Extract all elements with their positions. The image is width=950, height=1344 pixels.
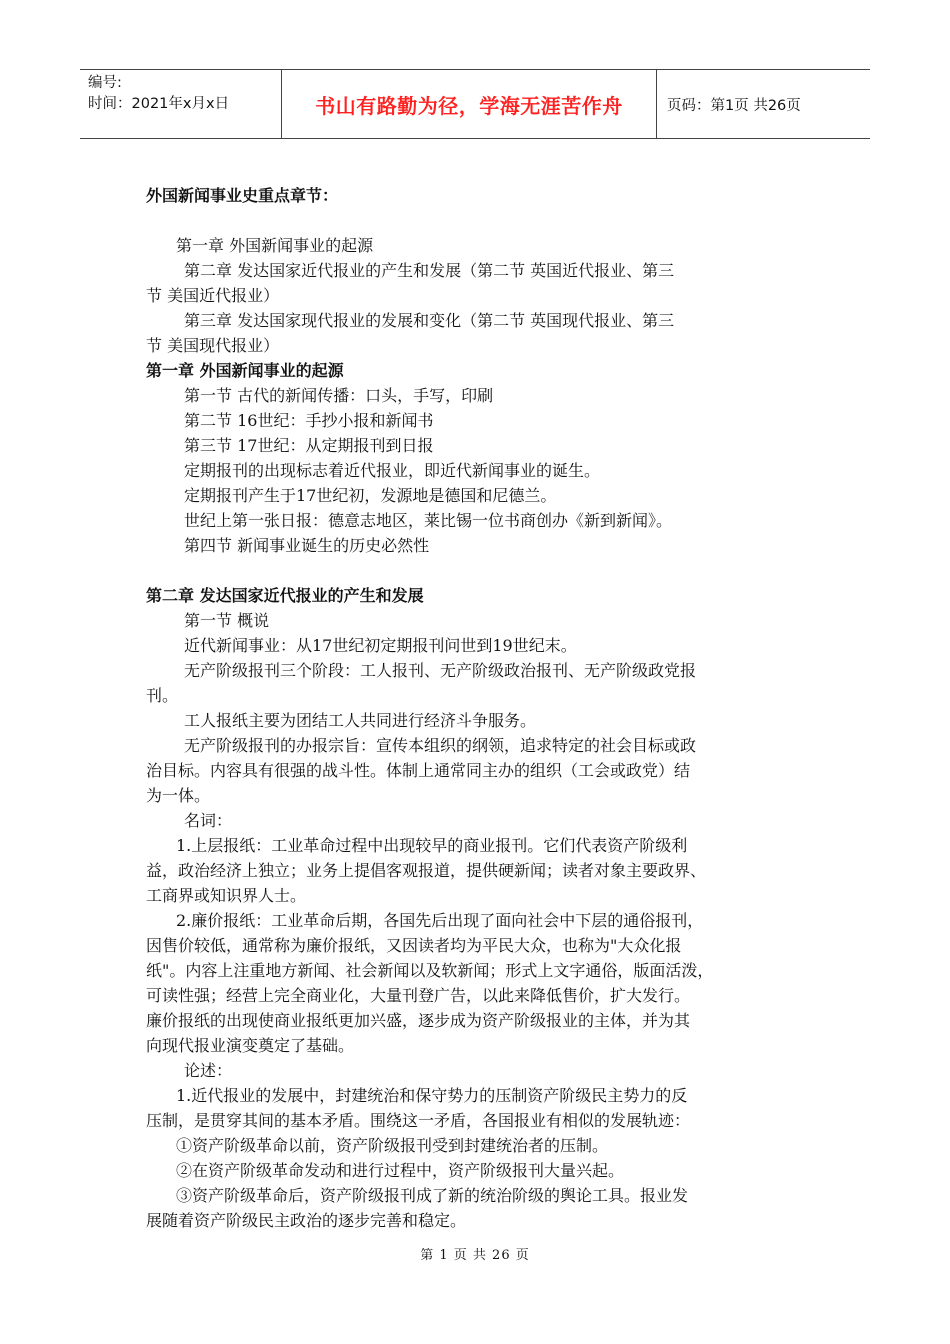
text-line: 无产阶级报刊三个阶段：工人报刊、无产阶级政治报刊、无产阶级政党报 (184, 661, 697, 680)
text-line: ③资产阶级革命后，资产阶级报刊成了新的统治阶级的舆论工具。报业发 (176, 1186, 689, 1205)
page-footer: 第 1 页 共 26 页 (420, 1248, 530, 1263)
number-label: 编号: (88, 75, 122, 91)
text-line: 纸"。内容上注重地方新闻、社会新闻以及软新闻；形式上文字通俗，版面活泼， (146, 961, 714, 980)
text-line: 工商界或知识界人士。 (146, 886, 307, 905)
time-label: 时间：2021年x月x日 (88, 96, 230, 112)
text-line: 治目标。内容具有很强的战斗性。体制上通常同主办的组织（工会或政党）结 (146, 761, 691, 780)
chapter-heading: 第一章 外国新闻事业的起源 (146, 361, 344, 380)
text-line: 向现代报业演变奠定了基础。 (146, 1036, 355, 1055)
text-line: 压制，是贯穿其间的基本矛盾。围绕这一矛盾，各国报业有相似的发展轨迹： (146, 1111, 691, 1130)
text-line: 展随着资产阶级民主政治的逐步完善和稳定。 (146, 1211, 467, 1230)
text-line: 第四节 新闻事业诞生的历史必然性 (184, 536, 430, 555)
text-line: 廉价报纸的出现使商业报纸更加兴盛，逐步成为资产阶级报业的主体，并为其 (146, 1011, 691, 1030)
text-line: 工人报纸主要为团结工人共同进行经济斗争服务。 (184, 711, 537, 730)
chapter-heading: 第二章 发达国家近代报业的产生和发展 (146, 586, 424, 605)
toc-line: 第一章 外国新闻事业的起源 (176, 236, 374, 255)
text-line: 近代新闻事业：从17世纪初定期报刊问世到19世纪末。 (184, 636, 577, 655)
header-meta (80, 70, 281, 138)
text-line: 1.上层报纸：工业革命过程中出现较早的商业报刊。它们代表资产阶级利 (176, 836, 688, 855)
text-line: 无产阶级报刊的办报宗旨：宣传本组织的纲领，追求特定的社会目标或政 (184, 736, 697, 755)
text-line: 世纪上第一张日报：德意志地区，莱比锡一位书商创办《新到新闻》。 (184, 511, 673, 530)
text-line: ①资产阶级革命以前，资产阶级报刊受到封建统治者的压制。 (176, 1136, 609, 1155)
text-line: 因售价较低，通常称为廉价报纸，又因读者均为平民大众，也称为"大众化报 (146, 936, 682, 955)
document-title: 外国新闻事业史重点章节： (146, 186, 339, 205)
document-body (146, 183, 806, 1233)
toc-line: 节 美国现代报业） (146, 336, 280, 355)
text-line: 为一体。 (146, 786, 211, 805)
toc-line: 节 美国近代报业） (146, 286, 280, 305)
text-line: 1.近代报业的发展中，封建统治和保守势力的压制资产阶级民主势力的反 (176, 1086, 688, 1105)
toc-line: 第三章 发达国家现代报业的发展和变化（第二节 英国现代报业、第三 (184, 311, 675, 330)
text-line: ②在资产阶级革命发动和进行过程中，资产阶级报刊大量兴起。 (176, 1161, 625, 1180)
text-line: 第二节 16世纪：手抄小报和新闻书 (184, 411, 434, 430)
text-line: 论述： (184, 1061, 233, 1080)
page-header (80, 69, 870, 139)
text-line: 刊。 (146, 686, 179, 705)
header-page-info: 页码：第1页 共26页 (667, 97, 801, 114)
text-line: 第一节 概说 (184, 611, 270, 630)
text-line: 名词： (184, 811, 233, 830)
text-line: 益，政治经济上独立；业务上提倡客观报道，提供硬新闻；读者对象主要政界、 (146, 861, 707, 880)
text-line: 第一节 古代的新闻传播：口头，手写，印刷 (184, 386, 494, 405)
toc-line: 第二章 发达国家近代报业的产生和发展（第二节 英国近代报业、第三 (184, 261, 675, 280)
text-line: 2.廉价报纸：工业革命后期，各国先后出现了面向社会中下层的通俗报刊， (176, 911, 704, 930)
text-line: 可读性强；经营上完全商业化，大量刊登广告，以此来降低售价，扩大发行。 (146, 986, 691, 1005)
text-line: 第三节 17世纪：从定期报刊到日报 (184, 436, 434, 455)
text-line: 定期报刊产生于17世纪初，发源地是德国和尼德兰。 (184, 486, 557, 505)
text-line: 定期报刊的出现标志着近代报业，即近代新闻事业的诞生。 (184, 461, 601, 480)
header-motto: 书山有路勤为径，学海无涯苦作舟 (281, 70, 657, 138)
